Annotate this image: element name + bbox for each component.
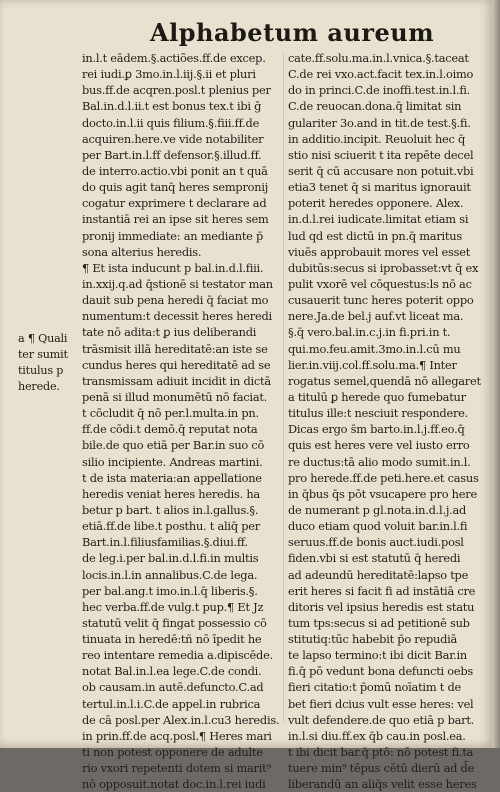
text-line: Dicas ergo s̄m barto.in.l.j.ff.eo.q̄ (288, 422, 465, 437)
text-line: cusauerit tunc heres poterit oppo (288, 293, 474, 308)
text-line: Bal.in.d.l.ii.t est bonus tex.t ibi ḡ (82, 99, 262, 114)
text-line: ff.de cōdi.t demō.q̄ reputat nota (82, 422, 258, 437)
text-line: do quis agit tanq̄ heres sempronij (82, 180, 269, 195)
text-line: per Bart.in.l.ff defensor.§.illud.ff. (82, 147, 262, 162)
text-line: erit heres si facit fi ad instātiā cre (288, 583, 476, 598)
text-line: do in princi.C.de inoffi.test.in.l.fi. (288, 83, 471, 98)
text-line: rogatus semel,quendā nō allegaret (288, 373, 481, 388)
text-line: ad adeundū hereditatē:lapso tpe (288, 567, 469, 582)
text-line: reo intentare remedia a.dipiscēde. (82, 648, 273, 663)
text-line: nere.Ja.de bel.j auf.vt liceat ma. (288, 309, 464, 324)
text-line: tate nō adita:t ꝑ ius deliberandi (82, 325, 257, 340)
text-line: silio incipiente. Andreas martini. (82, 454, 263, 469)
text-line: C.de reuocan.dona.q̄ limitat sin (288, 99, 462, 114)
text-line: viuēs approbauit mores vel esset (288, 244, 471, 259)
text-line: tertul.in.l.i.C.de appel.in rubrica (82, 696, 261, 711)
text-line: gulariter 3o.and in tit.de test.§.fi. (288, 115, 471, 130)
text-line: seruus.ff.de bonis auct.iudi.posl (288, 535, 464, 550)
text-line: cundus heres qui hereditatē ad se (82, 357, 271, 372)
text-line: bile.de quo etiā per Bar.in suo cō (82, 438, 265, 453)
text-line: pro herede.ff.de peti.here.et casus (288, 470, 479, 485)
text-line: t ibi dicit bar.q̄ ptō: nō potest fi.ta (288, 745, 474, 760)
text-line: t cōcludit q̄ nō per.l.multa.in pn. (82, 406, 259, 421)
text-line: betur p bart. t alios in.l.gallus.§. (82, 502, 259, 517)
marginal-note-line: a ¶ Quali (18, 332, 68, 345)
text-line: C.de rei vxo.act.facit tex.in.l.oimo (288, 67, 474, 82)
text-line: de numerant p gl.nota.in.d.l.j.ad (288, 502, 467, 517)
text-line: hec verba.ff.de vulg.t pup.¶ Et Jz (82, 599, 264, 614)
text-line: penā si illud monumētū nō faciat. (82, 389, 268, 404)
text-line: re ductus:tā alio modo sumit.in.l. (288, 454, 471, 469)
text-line: trāsmisit illā hereditatē:an iste se (82, 341, 268, 356)
text-line: in.l.si diu.ff.ex q̄b cau.in posl.ea. (288, 728, 466, 743)
marginal-note (18, 331, 84, 395)
text-line: de cā posl.per Alex.in.l.cu3 heredis. (82, 712, 280, 727)
text-line: te lapso termino:t ibi dicit Bar.in (288, 648, 467, 663)
text-line: bet fieri dcius vult esse heres: vel (288, 696, 474, 711)
page-edge (492, 0, 500, 748)
text-line: bus.ff.de acqren.posl.t plenius per (82, 83, 271, 98)
marginal-note-line: herede. (18, 380, 60, 393)
text-line: Bart.in.l.filiusfamilias.§.diui.ff. (82, 535, 248, 550)
text-line: tum tps:secus si ad petitionē sub (288, 615, 470, 630)
text-line: in q̄bus q̄s pōt vsucapere pro here (288, 486, 477, 501)
text-line: liberandū an aliq̄s velit esse heres (288, 777, 477, 792)
running-heading: Alphabetum aureum (150, 18, 435, 47)
text-line: dauit sub pena heredi q̄ faciat mo (82, 293, 269, 308)
text-line: de interro.actio.vbi ponit an t quā (82, 163, 268, 178)
text-line: quis est heres vere vel iusto erro (288, 438, 470, 453)
text-line: rei iudi.ꝑ 3mo.in.l.iij.§.ii et pluri (82, 67, 256, 82)
column-gutter (283, 52, 284, 722)
text-line: de leg.i.per bal.in.d.l.fi.in multis (82, 551, 259, 566)
text-line: nō opposuit.notat doc.in.l.rei iudi (82, 777, 266, 792)
marginal-note-line: titulus p (18, 364, 64, 377)
text-line: ¶ Et ista inducunt p bal.in.d.l.fiii. (82, 260, 264, 275)
text-line: titulus ille:t nesciuit respondere. (288, 406, 469, 421)
text-line: ditoris vel ipsius heredis est statu (288, 599, 475, 614)
text-line: cate.ff.solu.ma.in.l.vnica.§.taceat (288, 51, 469, 65)
text-line: in additio.incipit. Reuoluit hec q̄ (288, 131, 466, 146)
text-line: pulit vxorē vel cōquestus:ls nō ac (288, 276, 472, 291)
text-line: etiā.ff.de libe.t posthu. t aliq̄ per (82, 519, 260, 534)
marginal-note-line: ter sumit (18, 348, 68, 361)
text-line: in.l.t eādem.§.actiões.ff.de excep. (82, 51, 266, 65)
text-line: duco etiam quod voluit bar.in.l.fi (288, 519, 468, 534)
text-line: §.q̄ vero.bal.in.c.j.in fi.pri.in t. (288, 325, 451, 340)
text-line: qui.mo.feu.amit.3mo.in.l.cū mu (288, 341, 461, 356)
text-line: per bal.ang.t imo.in.l.q̄ liberis.§. (82, 583, 258, 598)
text-line: fi.q̄ pō vedunt bona defuncti oebs (288, 664, 474, 679)
text-line: fiden.vbi si est statutū q̄ heredi (288, 551, 461, 566)
text-line: heredis veniat heres heredis. ha (82, 486, 260, 501)
text-line: stitutiq:tūc habebit p̄o repudiā (288, 632, 458, 647)
text-line: cogatur exprimere t declarare ad (82, 196, 267, 211)
text-line: rio vxori repetenti dotem si marit⁹ (82, 761, 271, 776)
text-line: lier.in.viij.col.ff.solu.ma.¶ Inter (288, 357, 457, 372)
text-line: in prin.ff.de acq.posl.¶ Heres mari (82, 728, 272, 743)
text-line: transmissam adiuit incidit in dictā (82, 373, 271, 388)
text-line: stio nisi sciuerit t ita repēte decel (288, 147, 474, 162)
text-line: acquiren.here.ve vide notabiliter (82, 131, 264, 146)
text-line: notat Bal.in.l.ea lege.C.de condi. (82, 664, 262, 679)
text-line: tuere min⁹ tēpus cētū dierū ad d̄e (288, 761, 475, 776)
text-line: dubitūs:secus si iprobasset:vt q̄ ex (288, 260, 479, 275)
text-line: statutū velit q̄ fingat possessio cō (82, 615, 267, 630)
text-line: ob causam.in autē.defuncto.C.ad (82, 680, 264, 695)
left-text-column (82, 50, 280, 792)
text-line: pronij immediate: an mediante p̄ (82, 228, 264, 243)
text-line: fieri citatio:t p̄omū noīatim t de (288, 680, 461, 695)
text-line: lud qd est dictū in pn.q̄ maritus (288, 228, 462, 243)
right-text-column (288, 50, 483, 792)
text-line: instantiā rei an ipse sit heres sem (82, 212, 269, 227)
text-line: in.d.l.rei iudicate.limitat etiam si (288, 212, 469, 227)
text-line: sona alterius heredis. (82, 244, 202, 259)
text-line: in.xxij.q.ad q̄stionē si testator man (82, 276, 273, 291)
text-line: vult defendere.de quo etiā p bart. (288, 712, 475, 727)
text-line: serit q̄ cū accusare non potuit.vbi (288, 163, 474, 178)
text-line: locis.in.l.in annalibus.C.de lega. (82, 567, 258, 582)
text-line: t de ista materia:an appellatione (82, 470, 262, 485)
text-line: poterit heredes opponere. Alex. (288, 196, 464, 211)
text-line: tinuata in heredē:tñ nō īpedit he (82, 632, 262, 647)
text-line: numentum:t decessit heres heredi (82, 309, 272, 324)
text-line: etia3 tenet q̄ si maritus ignorauit (288, 180, 471, 195)
text-line: docto.in.l.ii quis filium.§.fiii.ff.de (82, 115, 260, 130)
text-line: ti non potest opponere de adulte (82, 745, 263, 760)
text-line: a titulū ꝑ herede quo fumebatur (288, 389, 466, 404)
